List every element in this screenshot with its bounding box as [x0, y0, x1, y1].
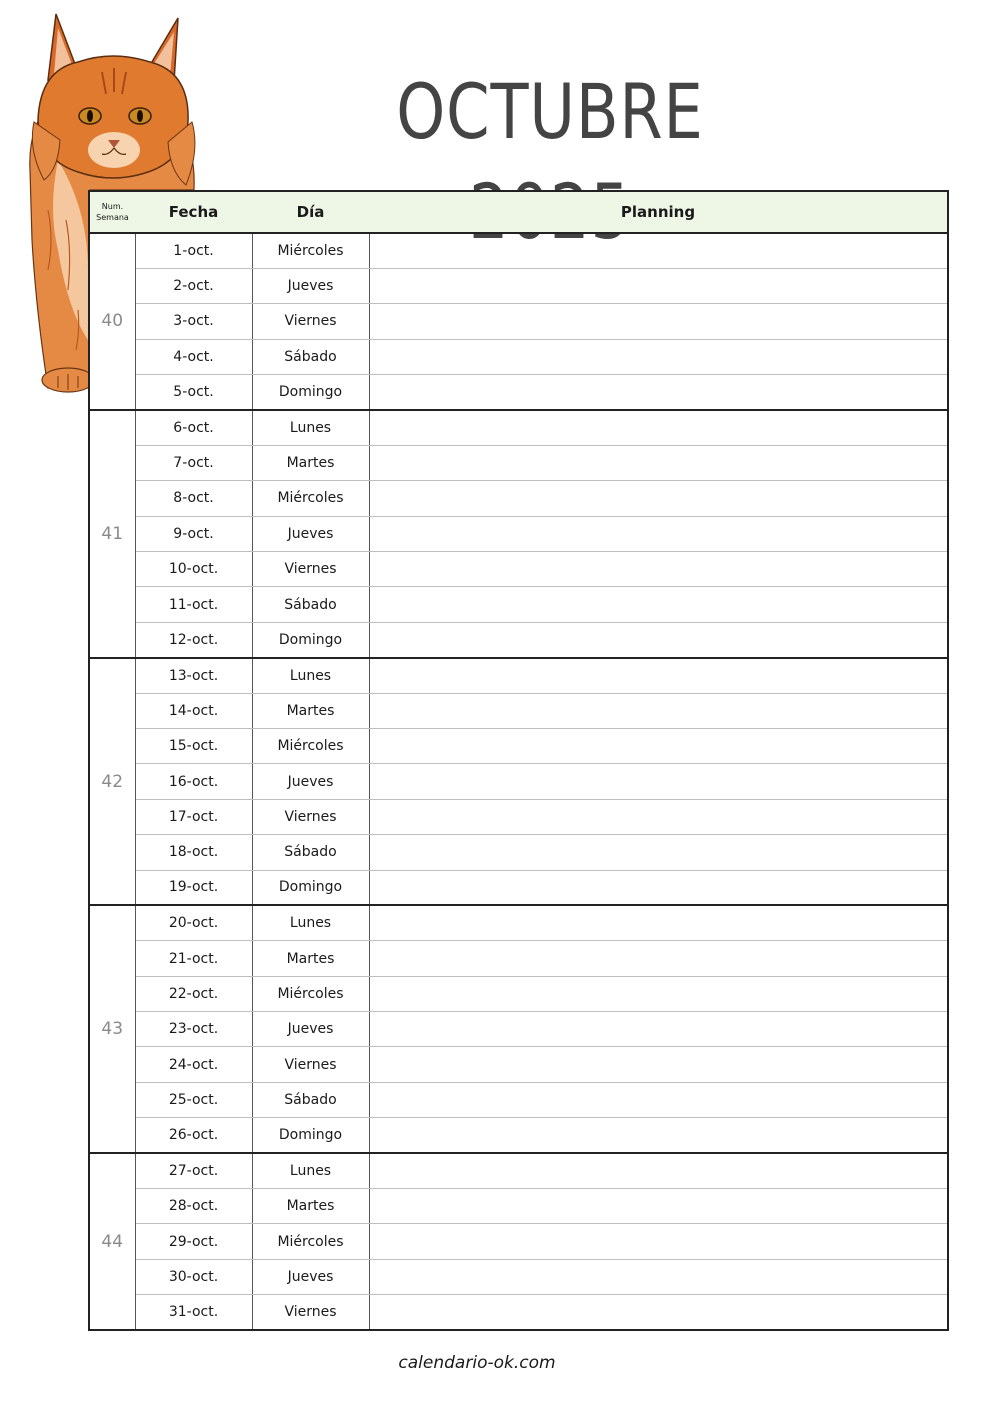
week-number-header-word: Semana: [96, 213, 129, 222]
week-number: 42: [89, 658, 135, 906]
week-number: 40: [89, 233, 135, 410]
day-name-cell: Martes: [252, 941, 369, 976]
day-row: [89, 905, 948, 940]
day-name-cell: Miércoles: [252, 976, 369, 1011]
day-name-cell: Sábado: [252, 1082, 369, 1117]
planner-table: [88, 190, 949, 1331]
planning-cell[interactable]: [369, 1153, 948, 1188]
day-row: [89, 516, 948, 551]
footer-website: calendario-ok.com: [398, 1353, 556, 1373]
week-number: 44: [89, 1153, 135, 1330]
day-header: Día: [252, 191, 369, 233]
week-number-header-num: Num.: [101, 202, 124, 211]
day-name-cell: Lunes: [252, 905, 369, 940]
day-row: [89, 622, 948, 657]
planning-cell[interactable]: [369, 1189, 948, 1224]
date-cell: 3-oct.: [135, 304, 252, 339]
planning-cell[interactable]: [369, 905, 948, 940]
table-header-row: [89, 191, 948, 233]
planning-cell[interactable]: [369, 1259, 948, 1294]
planning-cell[interactable]: [369, 764, 948, 799]
date-cell: 9-oct.: [135, 516, 252, 551]
planning-cell[interactable]: [369, 870, 948, 905]
date-cell: 11-oct.: [135, 587, 252, 622]
planning-cell[interactable]: [369, 445, 948, 480]
day-row: [89, 375, 948, 410]
date-cell: 25-oct.: [135, 1082, 252, 1117]
day-name-cell: Martes: [252, 445, 369, 480]
date-cell: 17-oct.: [135, 799, 252, 834]
planning-cell[interactable]: [369, 339, 948, 374]
date-cell: 23-oct.: [135, 1012, 252, 1047]
day-row: [89, 1189, 948, 1224]
planning-cell[interactable]: [369, 658, 948, 693]
day-name-cell: Domingo: [252, 622, 369, 657]
day-name-cell: Martes: [252, 1189, 369, 1224]
date-cell: 1-oct.: [135, 233, 252, 268]
day-name-cell: Jueves: [252, 516, 369, 551]
day-row: [89, 799, 948, 834]
date-cell: 20-oct.: [135, 905, 252, 940]
day-name-cell: Jueves: [252, 268, 369, 303]
day-row: [89, 410, 948, 445]
day-name-cell: Sábado: [252, 587, 369, 622]
planning-cell[interactable]: [369, 1012, 948, 1047]
day-row: [89, 304, 948, 339]
date-cell: 28-oct.: [135, 1189, 252, 1224]
planning-cell[interactable]: [369, 481, 948, 516]
week-number: 41: [89, 410, 135, 658]
date-cell: 2-oct.: [135, 268, 252, 303]
day-name-cell: Lunes: [252, 410, 369, 445]
page-title: OCTUBRE 2025: [396, 67, 704, 256]
date-cell: 15-oct.: [135, 728, 252, 763]
day-name-cell: Domingo: [252, 1118, 369, 1153]
planning-cell[interactable]: [369, 1082, 948, 1117]
day-name-cell: Sábado: [252, 835, 369, 870]
date-cell: 27-oct.: [135, 1153, 252, 1188]
planning-cell[interactable]: [369, 1295, 948, 1330]
day-row: [89, 1082, 948, 1117]
planning-cell[interactable]: [369, 552, 948, 587]
date-header: Fecha: [135, 191, 252, 233]
day-row: [89, 339, 948, 374]
week-number: 43: [89, 905, 135, 1153]
planning-cell[interactable]: [369, 516, 948, 551]
planning-cell[interactable]: [369, 1118, 948, 1153]
day-row: [89, 233, 948, 268]
date-cell: 24-oct.: [135, 1047, 252, 1082]
date-cell: 6-oct.: [135, 410, 252, 445]
day-name-cell: Viernes: [252, 1047, 369, 1082]
planning-cell[interactable]: [369, 233, 948, 268]
date-cell: 21-oct.: [135, 941, 252, 976]
day-row: [89, 445, 948, 480]
date-cell: 10-oct.: [135, 552, 252, 587]
planning-header: Planning: [369, 191, 948, 233]
day-name-cell: Sábado: [252, 339, 369, 374]
day-row: [89, 941, 948, 976]
date-cell: 29-oct.: [135, 1224, 252, 1259]
day-name-cell: Domingo: [252, 870, 369, 905]
week-number-header: [89, 191, 135, 233]
planning-cell[interactable]: [369, 622, 948, 657]
day-row: [89, 1295, 948, 1330]
day-name-cell: Miércoles: [252, 233, 369, 268]
day-name-cell: Viernes: [252, 799, 369, 834]
day-name-cell: Miércoles: [252, 1224, 369, 1259]
day-row: [89, 481, 948, 516]
day-row: [89, 1224, 948, 1259]
planning-cell[interactable]: [369, 304, 948, 339]
date-cell: 16-oct.: [135, 764, 252, 799]
planning-cell[interactable]: [369, 835, 948, 870]
day-row: [89, 693, 948, 728]
planning-cell[interactable]: [369, 410, 948, 445]
planning-cell[interactable]: [369, 375, 948, 410]
day-name-cell: Jueves: [252, 1259, 369, 1294]
date-cell: 22-oct.: [135, 976, 252, 1011]
day-name-cell: Domingo: [252, 375, 369, 410]
date-cell: 4-oct.: [135, 339, 252, 374]
day-name-cell: Lunes: [252, 658, 369, 693]
day-row: [89, 728, 948, 763]
date-cell: 13-oct.: [135, 658, 252, 693]
planning-cell[interactable]: [369, 799, 948, 834]
date-cell: 30-oct.: [135, 1259, 252, 1294]
planning-cell[interactable]: [369, 728, 948, 763]
day-row: [89, 658, 948, 693]
date-cell: 26-oct.: [135, 1118, 252, 1153]
day-name-cell: Miércoles: [252, 728, 369, 763]
day-row: [89, 268, 948, 303]
date-cell: 12-oct.: [135, 622, 252, 657]
planning-cell[interactable]: [369, 587, 948, 622]
day-row: [89, 976, 948, 1011]
planning-cell[interactable]: [369, 1047, 948, 1082]
planning-cell[interactable]: [369, 693, 948, 728]
planning-cell[interactable]: [369, 1224, 948, 1259]
date-cell: 31-oct.: [135, 1295, 252, 1330]
date-cell: 7-oct.: [135, 445, 252, 480]
planning-cell[interactable]: [369, 976, 948, 1011]
day-row: [89, 1118, 948, 1153]
day-row: [89, 1047, 948, 1082]
day-row: [89, 1153, 948, 1188]
planning-cell[interactable]: [369, 268, 948, 303]
day-name-cell: Viernes: [252, 304, 369, 339]
date-cell: 19-oct.: [135, 870, 252, 905]
day-name-cell: Jueves: [252, 1012, 369, 1047]
day-row: [89, 587, 948, 622]
day-row: [89, 552, 948, 587]
day-name-cell: Jueves: [252, 764, 369, 799]
day-row: [89, 1259, 948, 1294]
day-row: [89, 870, 948, 905]
day-row: [89, 1012, 948, 1047]
day-name-cell: Martes: [252, 693, 369, 728]
date-cell: 14-oct.: [135, 693, 252, 728]
day-row: [89, 835, 948, 870]
planning-cell[interactable]: [369, 941, 948, 976]
day-name-cell: Viernes: [252, 1295, 369, 1330]
day-name-cell: Miércoles: [252, 481, 369, 516]
day-row: [89, 764, 948, 799]
date-cell: 8-oct.: [135, 481, 252, 516]
date-cell: 5-oct.: [135, 375, 252, 410]
date-cell: 18-oct.: [135, 835, 252, 870]
day-name-cell: Viernes: [252, 552, 369, 587]
day-name-cell: Lunes: [252, 1153, 369, 1188]
